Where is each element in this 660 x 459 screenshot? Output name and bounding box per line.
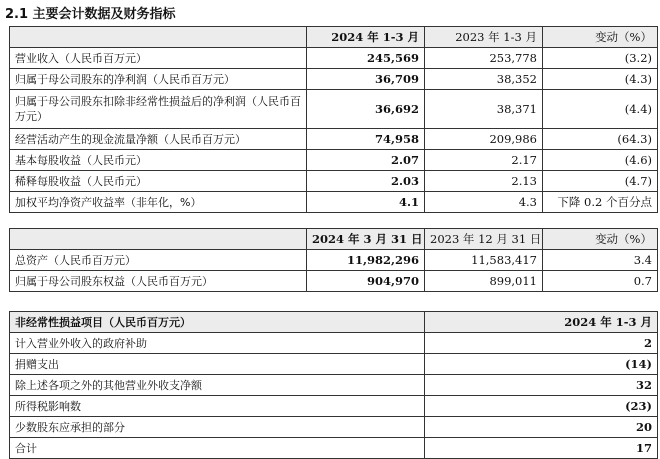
header-cell-2024-03-31: 2024 年 3 月 31 日	[307, 229, 425, 250]
row-label: 少数股东应承担的部分	[10, 417, 425, 438]
row-value-current: 245,569	[307, 48, 425, 69]
row-value-current: 36,692	[307, 90, 425, 129]
row-label: 经营活动产生的现金流量净额（人民币百万元）	[10, 129, 307, 150]
row-value: 2	[425, 333, 658, 354]
row-value-current: 74,958	[307, 129, 425, 150]
row-label: 总资产（人民币百万元）	[10, 250, 307, 271]
table-row	[10, 333, 658, 354]
row-label: 所得税影响数	[10, 396, 425, 417]
row-value-current: 2.07	[307, 150, 425, 171]
table-row	[10, 396, 658, 417]
row-value-prior: 253,778	[425, 48, 543, 69]
row-value: (23)	[425, 396, 658, 417]
table-row	[10, 90, 658, 129]
header-cell-2023q1: 2023 年 1-3 月	[425, 27, 543, 48]
row-value-change: 下降 0.2 个百分点	[543, 192, 658, 213]
row-value: 32	[425, 375, 658, 396]
header-cell-item: 非经常性损益项目（人民币百万元）	[10, 312, 425, 333]
row-label: 合计	[10, 438, 425, 459]
row-label: 捐赠支出	[10, 354, 425, 375]
balance-sheet-table	[9, 228, 658, 292]
table-header-row	[10, 27, 658, 48]
row-value-prior: 11,583,417	[425, 250, 543, 271]
row-value: (14)	[425, 354, 658, 375]
row-value-current: 2.03	[307, 171, 425, 192]
row-value-prior: 38,352	[425, 69, 543, 90]
row-value-change: (64.3)	[543, 129, 658, 150]
row-value-change: (4.4)	[543, 90, 658, 129]
row-value-prior: 2.17	[425, 150, 543, 171]
row-value-change: (4.7)	[543, 171, 658, 192]
row-label: 归属于母公司股东权益（人民币百万元）	[10, 271, 307, 292]
table-row	[10, 354, 658, 375]
row-label: 归属于母公司股东的净利润（人民币百万元）	[10, 69, 307, 90]
table-row	[10, 250, 658, 271]
row-value: 17	[425, 438, 658, 459]
table-row	[10, 48, 658, 69]
row-value-change: (4.6)	[543, 150, 658, 171]
row-value-change: 0.7	[543, 271, 658, 292]
row-value: 20	[425, 417, 658, 438]
section-title: 2.1 主要会计数据及财务指标	[5, 7, 176, 22]
row-value-current: 11,982,296	[307, 250, 425, 271]
row-value-change: 3.4	[543, 250, 658, 271]
table-row	[10, 271, 658, 292]
row-label: 归属于母公司股东扣除非经常性损益后的净利润（人民币百万元）	[10, 90, 307, 129]
row-value-change: (3.2)	[543, 48, 658, 69]
row-label: 基本每股收益（人民币元）	[10, 150, 307, 171]
non-recurring-items-table	[9, 311, 658, 459]
table-row	[10, 150, 658, 171]
row-value-prior: 209,986	[425, 129, 543, 150]
row-value-change: (4.3)	[543, 69, 658, 90]
header-cell-empty	[10, 27, 307, 48]
row-value-prior: 38,371	[425, 90, 543, 129]
table-header-row	[10, 312, 658, 333]
header-cell-empty	[10, 229, 307, 250]
row-label: 计入营业外收入的政府补助	[10, 333, 425, 354]
header-cell-2024q1: 2024 年 1-3 月	[307, 27, 425, 48]
row-value-current: 904,970	[307, 271, 425, 292]
header-cell-2023-12-31: 2023 年 12 月 31 日	[425, 229, 543, 250]
header-cell-change: 变动（%）	[543, 229, 658, 250]
table-row	[10, 375, 658, 396]
row-value-current: 36,709	[307, 69, 425, 90]
row-label: 加权平均净资产收益率（非年化，%）	[10, 192, 307, 213]
header-cell-2024q1: 2024 年 1-3 月	[425, 312, 658, 333]
table-row	[10, 129, 658, 150]
header-cell-change: 变动（%）	[543, 27, 658, 48]
table-row	[10, 171, 658, 192]
row-label: 除上述各项之外的其他营业外收支净额	[10, 375, 425, 396]
row-value-current: 4.1	[307, 192, 425, 213]
table-row	[10, 69, 658, 90]
table-row	[10, 417, 658, 438]
key-financial-data-table	[9, 26, 658, 213]
row-value-prior: 899,011	[425, 271, 543, 292]
row-value-prior: 4.3	[425, 192, 543, 213]
row-value-prior: 2.13	[425, 171, 543, 192]
table-header-row	[10, 229, 658, 250]
table-row	[10, 192, 658, 213]
row-label: 营业收入（人民币百万元）	[10, 48, 307, 69]
table-row	[10, 438, 658, 459]
row-label: 稀释每股收益（人民币元）	[10, 171, 307, 192]
